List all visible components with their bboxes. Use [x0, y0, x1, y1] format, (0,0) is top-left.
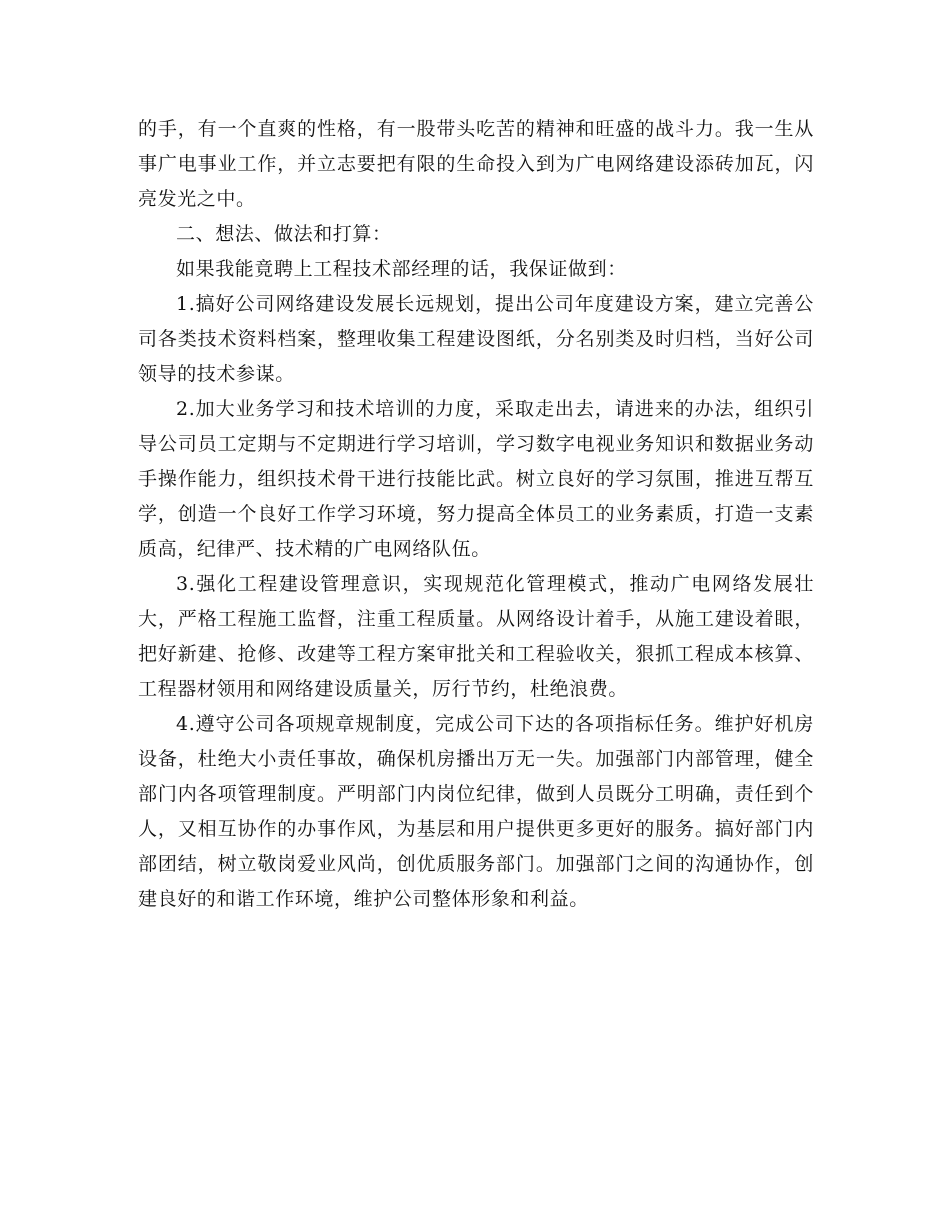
paragraph-item-2: 2.加大业务学习和技术培训的力度，采取走出去，请进来的办法，组织引导公司员工定期与不定期进行学习培训，学习数字电视业务知识和数据业务动手操作能力，组织技术骨干进行技能比武。树立良好的学习氛围，推进互帮互学，创造一个良好工作学习环境，努力提高全体员工的业务素质，打造一支素质高，纪律严、技术精的广电网络队伍。 — [138, 398, 814, 560]
paragraph-item-3: 3.强化工程建设管理意识，实现规范化管理模式，推动广电网络发展壮大，严格工程施工监督，注重工程质量。从网络设计着手，从施工建设着眼，把好新建、抢修、改建等工程方案审批关和工程验收关，狠抓工程成本核算、工程器材领用和网络建设质量关，厉行节约，杜绝浪费。 — [138, 573, 814, 700]
section-heading: 二、想法、做法和打算： — [176, 223, 392, 245]
document-body — [138, 112, 814, 917]
paragraph-item-1: 1.搞好公司网络建设发展长远规划，提出公司年度建设方案，建立完善公司各类技术资料档案，整理收集工程建设图纸，分名别类及时归档，当好公司领导的技术参谋。 — [138, 293, 814, 385]
paragraph-item-4: 4.遵守公司各项规章规制度，完成公司下达的各项指标任务。维护好机房设备，杜绝大小责任事故，确保机房播出万无一失。加强部门内部管理，健全部门内各项管理制度。严明部门内岗位纪律，做到人员既分工明确，责任到个人，又相互协作的办事作风，为基层和用户提供更多更好的服务。搞好部门内部团结，树立敬岗爱业风尚，创优质服务部门。加强部门之间的沟通协作，创建良好的和谐工作环境，维护公司整体形象和利益。 — [138, 713, 814, 910]
paragraph-intro: 如果我能竟聘上工程技术部经理的话，我保证做到： — [176, 258, 627, 280]
paragraph-continuation: 的手，有一个直爽的性格，有一股带头吃苦的精神和旺盛的战斗力。我一生从事广电事业工作，并立志要把有限的生命投入到为广电网络建设添砖加瓦，闪亮发光之中。 — [138, 118, 814, 210]
